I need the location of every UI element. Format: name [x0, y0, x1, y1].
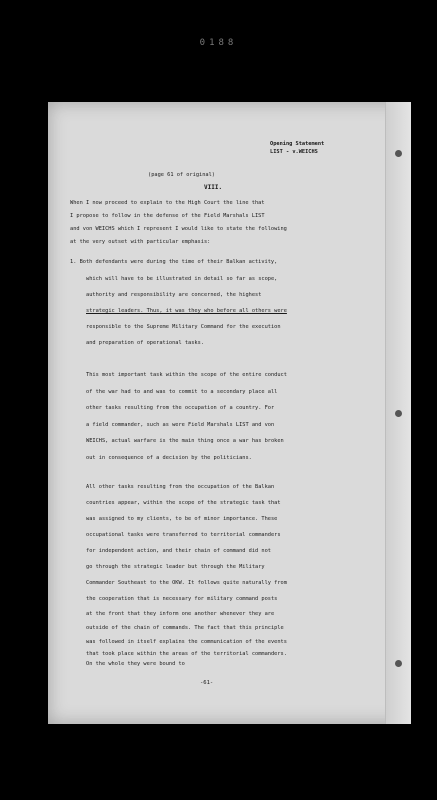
header-line-2: LIST - v.WEICHS [270, 149, 318, 155]
document-header [270, 140, 324, 156]
film-frame-number: 0188 [199, 38, 238, 48]
text-line: a field commander, such as were Field Marshals LIST and von [86, 422, 275, 428]
text-line: responsible to the Supreme Military Command for the execution [86, 324, 281, 330]
punch-hole-icon [395, 150, 402, 157]
text-line: WEICHS, actual warfare is the main thing once a war has broken [86, 438, 284, 444]
punch-hole-icon [395, 660, 402, 667]
text-line: the cooperation that is necessary for military command posts [86, 596, 278, 602]
text-line: other tasks resulting from the occupation of a country. For [86, 405, 275, 411]
text-line: of the war had to and was to commit to a secondary place all [86, 389, 278, 395]
text-line: out in consequence of a decision by the politicians. [86, 455, 252, 461]
header-line-1: Opening Statement [270, 141, 325, 147]
text-line: 1. Both defendants were during the time of their Balkan activity, [70, 259, 278, 265]
punch-hole-icon [395, 410, 402, 417]
text-line: Commander Southeast to the OKW. It follows quite naturally from [86, 580, 287, 586]
text-line: go through the strategic leader but through the Military [86, 564, 265, 570]
text-line: at the very outset with particular emphasis: [70, 239, 211, 245]
text-line: This most important task within the scope of the entire conduct [86, 372, 287, 378]
section-number: VIII. [204, 184, 223, 191]
text-line: at the front that they inform one another whenever they are [86, 611, 275, 617]
text-line: outside of the chain of commands. The fact that this principle [86, 625, 284, 631]
text-line: was assigned to my clients, to be of minor importance. These [86, 516, 278, 522]
text-line: and von WEICHS which I represent I would like to state the following [70, 226, 287, 232]
text-line: for independent action, and their chain of command did not [86, 548, 271, 554]
text-line: On the whole they were bound to [86, 661, 185, 667]
text-line: authority and responsibility are concerned, the highest [86, 292, 262, 298]
page-number: -61- [200, 680, 214, 686]
text-line: All other tasks resulting from the occupation of the Balkan [86, 484, 275, 490]
text-line: I propose to follow in the defense of the Field Marshals LIST [70, 213, 265, 219]
text-line: countries appear, within the scope of the strategic task that [86, 500, 281, 506]
page-reference: (page 61 of original) [148, 172, 215, 178]
text-line: occupational tasks were transferred to territorial commanders [86, 532, 281, 538]
text-line: was followed in itself explains the communication of the events [86, 639, 287, 645]
text-line: strategic leaders. Thus, it was they who before all others were [86, 308, 287, 314]
text-line: and preparation of operational tasks. [86, 340, 204, 346]
text-line: that took place within the areas of the territorial commanders. [86, 651, 287, 657]
text-line: When I now proceed to explain to the High Court the line that [70, 200, 265, 206]
text-line: which will have to be illustrated in detail so far as scope, [86, 276, 278, 282]
